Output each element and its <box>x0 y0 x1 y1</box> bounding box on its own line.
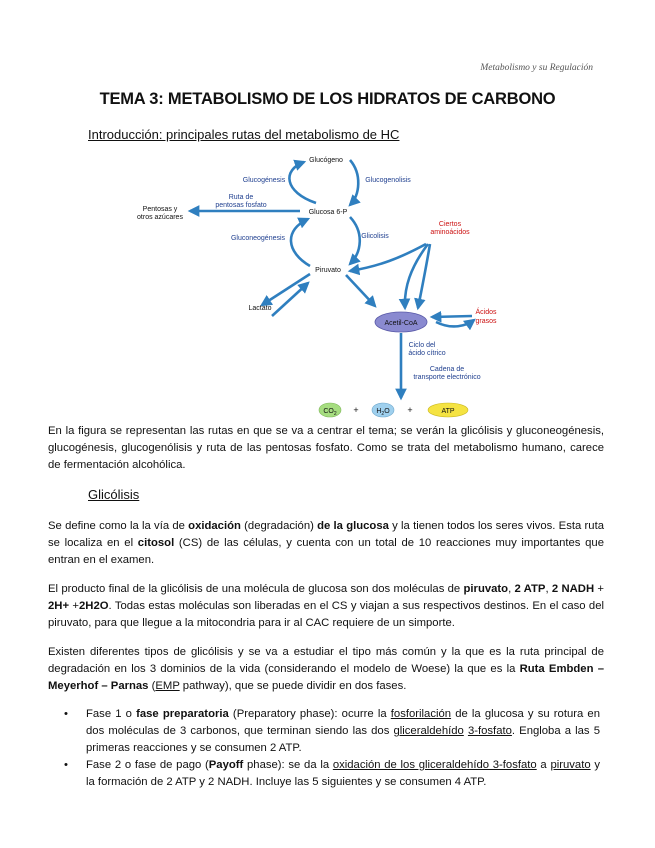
label-ruta-pentosas-1: Ruta de <box>228 194 254 201</box>
acetylcoa-to-fattyacids-arrow <box>436 320 474 326</box>
list-item: • Fase 2 o fase de pago (Payoff phase): se da la oxidación de los gliceraldehído 3-fosfato a piruvato y la formación de 2 ATP y 2 NADH. Incluye las 5 siguientes y se consumen 4 ATP. <box>62 757 600 791</box>
label-glucogenolisis: Glucogenolisis <box>365 177 411 184</box>
node-acidos-1: Ácidos <box>475 309 497 316</box>
node-glucogeno: Glucógeno <box>309 157 343 164</box>
running-header: Metabolismo y su Regulación <box>480 63 593 73</box>
node-aminoacidos-1: Ciertos <box>438 221 462 228</box>
node-glucosa-6p: Glucosa 6-P <box>308 209 348 216</box>
glicolisis-paragraph-1: Se define como la la vía de oxidación (degradación) de la glucosa y la tienen todos los seres vivos. Esta ruta se localiza en el citosol (CS) de las células, y cuenta con un total de 10 reacciones muy importantes que entran en el examen. <box>48 520 604 566</box>
page-title: TEMA 3: METABOLISMO DE LOS HIDRATOS DE CARBONO <box>99 90 556 108</box>
label-glicolisis: Glicolisis <box>361 233 389 240</box>
glucogenesis-arrow <box>289 162 316 203</box>
atp-label: ATP <box>441 408 455 415</box>
label-ruta-pentosas-2: pentosas fosfato <box>215 202 267 209</box>
fattyacids-to-acetylcoa-arrow <box>432 316 472 317</box>
acetil-coa-node <box>375 312 427 332</box>
phases-list <box>62 706 600 791</box>
plus-sign-2: + <box>407 405 413 415</box>
label-glucogenesis: Glucogénesis <box>242 177 286 184</box>
glicolisis-paragraph-2: El producto final de la glicólisis de una molécula de glucosa son dos moléculas de piruvato, 2 ATP, 2 NADH + 2H+ +2H2O. Todas estas moléculas son liberadas en el CS y viajan a sus respectivos destinos. En el caso del piruvato, para que llegue a la mitocondria para ir al CAC requiere de un simporte. <box>48 583 604 629</box>
aminoacids-to-acetylcoa-arrow-2 <box>418 244 430 308</box>
node-acidos-2: grasos <box>475 318 497 325</box>
intro-paragraph: En la figura se representan las rutas en que se va a centrar el tema; se verán la glicólisis y gluconeogénesis, glucogénesis, glucogenólisis y ruta de las pentosas fosfato. Como se trata del metabolismo humano, carece de fermentación alcohólica. <box>48 425 604 471</box>
glycolysis-arrow <box>350 217 360 264</box>
list-item: • Fase 1 o fase preparatoria (Preparatory phase): ocurre la fosforilación de la glucosa y su rotura en dos moléculas de 3 carbonos, que terminan siendo las dos gliceraldehído 3-fosfato. Engloba a las 5 primeras reacciones y se consumen 2 ATP. <box>62 706 600 757</box>
pyruvate-to-acetylcoa-arrow <box>346 275 375 306</box>
atp-product <box>428 403 468 417</box>
label-ciclo-2: ácido cítrico <box>408 350 446 357</box>
node-pentosas-2: otros azúcares <box>137 214 183 221</box>
glicolisis-paragraph-3: Existen diferentes tipos de glicólisis y se va a estudiar el tipo más común y la que es la ruta principal de degradación en los 3 dominios de la vida (considerando el modelo de Woese) la que es la Ruta Embden –Meyerhof – Parnas (EMP pathway), que se puede dividir en dos fases. <box>48 646 604 692</box>
label-cadena-1: Cadena de <box>429 366 465 373</box>
node-lactato: Lactato <box>248 305 272 312</box>
glucogenolisis-arrow <box>350 160 358 205</box>
label-gluconeogenesis: Gluconeogénesis <box>230 235 286 242</box>
glicolisis-heading: Glicólisis <box>88 487 140 502</box>
node-aminoacidos-2: aminoácidos <box>430 229 470 236</box>
gluconeogenesis-arrow <box>291 219 310 266</box>
co2-product <box>319 403 341 417</box>
label-cadena-2: transporte electrónico <box>413 374 481 381</box>
h2o-product <box>372 403 394 417</box>
node-acetil-coa: Acetil-CoA <box>384 320 418 327</box>
node-piruvato: Piruvato <box>315 267 341 274</box>
svg-text:H2O: $H_2O$ <box>376 408 390 417</box>
plus-sign-1: + <box>353 405 359 415</box>
node-pentosas-1: Pentosas y <box>142 206 178 213</box>
intro-heading: Introducción: principales rutas del metabolismo de HC <box>88 127 400 142</box>
metabolism-diagram <box>0 148 655 423</box>
label-ciclo-1: Ciclo del <box>408 342 436 349</box>
svg-text:CO2: $CO_2$ <box>323 408 337 417</box>
